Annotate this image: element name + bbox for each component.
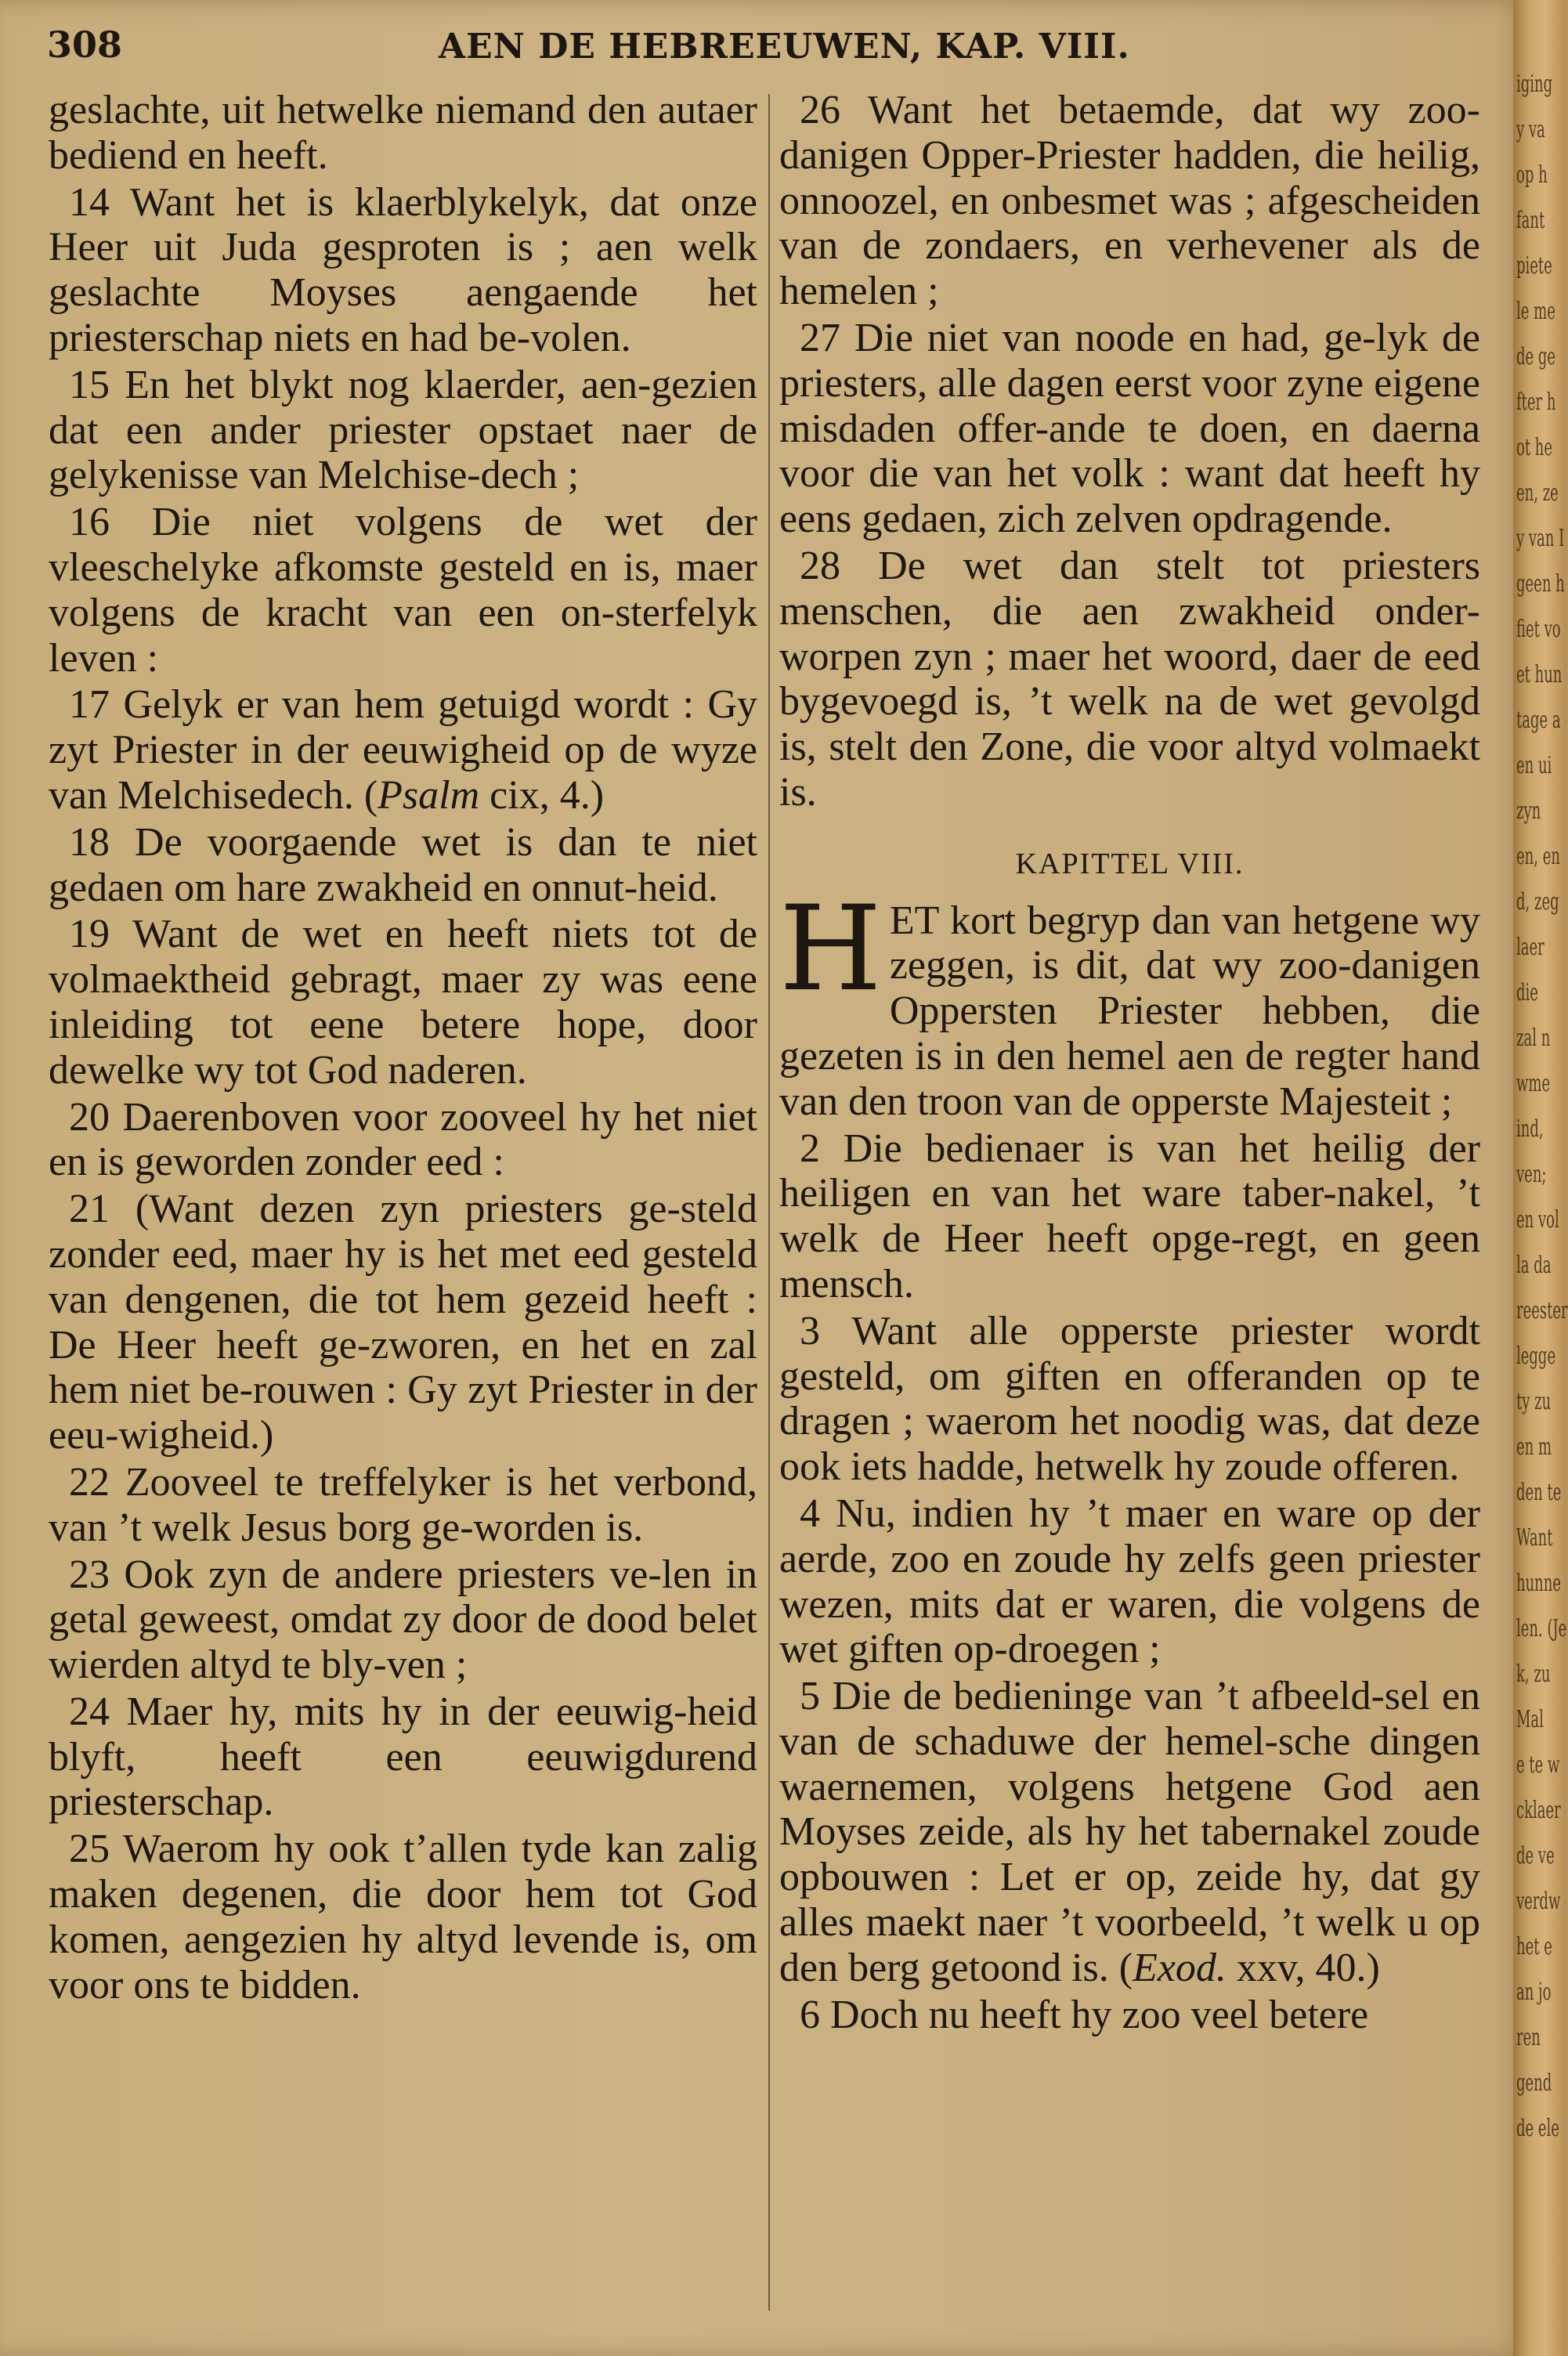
next-page-fragment: e te w <box>1516 1751 1560 1779</box>
verse-26: 26 Want het betaemde, dat wy zoo-danigen Opper-Priester hadden, die heilig, onnoozel, en onbesmet was ; afgescheiden van de zondaers, en verhevener als de hemelen ; <box>779 88 1480 314</box>
next-page-fragment: die <box>1516 979 1538 1006</box>
verse-13-continuation: geslachte, uit hetwelke niemand den autaer bediend en heeft. <box>49 88 757 178</box>
verse-17-text: 17 Gelyk er van hem getuigd wordt : Gy zyt Priester in der eeuwigheid op de wyze van Melchisedech. ( <box>49 682 757 818</box>
next-page-fragment: k, zu <box>1516 1660 1551 1688</box>
verse-18: 18 De voorgaende wet is dan te niet gedaen om hare zwakheid en onnut-heid. <box>49 819 757 910</box>
verse-14: 14 Want het is klaerblykelyk, dat onze Heer uit Juda gesproten is ; aen welk geslachte Moyses aengaende het priesterschap niets en had be-volen. <box>49 179 757 360</box>
next-page-fragment: y van I <box>1516 525 1565 552</box>
next-page-fragment: legge <box>1516 1342 1556 1370</box>
next-page-fragment: zal n <box>1516 1024 1551 1052</box>
next-page-fragment: wme <box>1516 1070 1551 1097</box>
next-page-fragment: d, zeg <box>1516 888 1559 916</box>
next-page-fragment: en, en <box>1516 843 1560 870</box>
verse-15: 15 En het blykt nog klaerder, aen-gezien dat een ander priester opstaet naer de gelykenisse van Melchise-dech ; <box>49 362 757 498</box>
next-page-fragment: fiet vo <box>1516 616 1561 643</box>
next-page-fragment: ren <box>1516 2024 1541 2051</box>
next-page-fragment: hunne <box>1516 1570 1562 1597</box>
next-page-edge <box>1513 0 1566 2356</box>
verse-16: 16 Die niet volgens de wet der vleeschelyke afkomste gesteld en is, maer volgens de kracht van een on-sterfelyk leven : <box>49 500 757 681</box>
next-page-fragment: en m <box>1516 1433 1552 1461</box>
next-page-fragment: et hun <box>1516 661 1563 688</box>
next-page-fragment: den te <box>1516 1479 1562 1506</box>
verse-17-reference-rest: cix, 4.) <box>479 772 605 818</box>
page-header <box>47 17 1519 72</box>
next-page-fragment: piete <box>1516 252 1552 280</box>
chapter-8-verse-1-text: ET kort begryp dan van hetgene wy zeggen, is dit, dat wy zoo-danigen Oppersten Priester hebben, die gezeten is in den hemel aen de regter hand van den troon van de opperste Majesteit ; <box>779 898 1480 1124</box>
next-page-fragment: la da <box>1516 1252 1552 1279</box>
verse-20: 20 Daerenboven voor zooveel hy het niet en is geworden zonder eed : <box>49 1094 757 1185</box>
next-page-fragment: cklaer <box>1516 1797 1561 1824</box>
verse-24: 24 Maer hy, mits hy in der eeuwig-heid blyft, heeft een eeuwigdurend priesterschap. <box>49 1689 757 1825</box>
chapter-title: KAPITTEL VIII. <box>1015 847 1245 880</box>
verse-28: 28 De wet dan stelt tot priesters menschen, die aen zwakheid onder-worpen zyn ; maer het woord, daer de eed bygevoegd is, ’t welk na de wet gevolgd is, stelt den Zone, die voor altyd volmaekt is. <box>779 543 1480 815</box>
chapter-8-verse-5-text: 5 Die de bedieninge van ’t afbeeld-sel en van de schaduwe der hemel-sche dingen waernemen, volgens hetgene God aen Moyses zeide, als hy het tabernakel zoude opbouwen : Let er op, zeide hy, dat gy alles maekt naer ’t voorbeeld, ’t welk u op den berg getoond is. ( <box>779 1674 1480 1990</box>
next-page-fragment: tage a <box>1516 706 1561 734</box>
page-number: 308 <box>47 23 123 66</box>
chapter-8-verse-5 <box>779 1674 1480 1991</box>
running-head: AEN DE HEBREEUWEN, KAP. VIII. <box>439 27 1130 67</box>
next-page-fragment: iging <box>1516 70 1553 98</box>
next-page-fragment: ven; <box>1516 1161 1547 1188</box>
left-column <box>49 88 757 2009</box>
next-page-fragment: de ele <box>1516 2115 1559 2142</box>
verse-23: 23 Ook zyn de andere priesters ve-len in getal geweest, omdat zy door de dood belet wierden altyd te bly-ven ; <box>49 1552 757 1688</box>
next-page-fragment: gend <box>1516 2069 1552 2097</box>
next-page-fragment: zyn <box>1516 797 1541 825</box>
next-page-fragment: geen h <box>1516 570 1565 598</box>
next-page-fragment: en ui <box>1516 752 1552 779</box>
verse-21: 21 (Want dezen zyn priesters ge-steld zonder eed, maer hy is het met eed gesteld van dengenen, die tot hem gezeid heeft : De Heer heeft ge-zworen, en het en zal hem niet be-rouwen : Gy zyt Priester in der eeu-wigheid.) <box>49 1187 757 1458</box>
next-page-fragment: ind, <box>1516 1115 1544 1143</box>
chapter-8-verse-5-reference-book: Exod. <box>1133 1945 1227 1990</box>
next-page-fragment: de ge <box>1516 343 1556 370</box>
chapter-8-verse-1 <box>779 880 1480 1125</box>
verse-19: 19 Want de wet en heeft niets tot de volmaektheid gebragt, maer zy was eene inleiding tot eene betere hope, door dewelke wy tot God naderen. <box>49 912 757 1093</box>
next-page-fragment: Want <box>1516 1524 1553 1552</box>
verse-22: 22 Zooveel te treffelyker is het verbond, van ’t welk Jesus borg ge-worden is. <box>49 1459 757 1550</box>
right-column <box>779 88 1480 2039</box>
verse-17 <box>49 682 757 818</box>
next-page-fragment: laer <box>1516 934 1545 961</box>
column-divider <box>768 94 770 2311</box>
chapter-8-verse-3: 3 Want alle opperste priester wordt gesteld, om giften en offeranden op te dragen ; waerom het noodig was, dat deze ook iets hadde, hetwelk hy zoude offeren. <box>779 1308 1480 1490</box>
next-page-fragment: le me <box>1516 298 1555 325</box>
drop-cap: H <box>779 880 882 1017</box>
next-page-fragment: en, ze <box>1516 479 1559 507</box>
next-page-fragment: op h <box>1516 161 1548 189</box>
next-page-fragment: an jo <box>1516 1978 1552 2006</box>
next-page-fragment: en vol <box>1516 1206 1559 1234</box>
next-page-fragment: Mal <box>1516 1706 1544 1733</box>
chapter-8-verse-6: 6 Doch nu heeft hy zoo veel betere <box>800 1992 1369 2037</box>
chapter-8-verse-2: 2 Die bedienaer is van het heilig der heiligen en van het ware taber-nakel, ’t welk de Heer heeft opge-regt, en geen mensch. <box>779 1126 1480 1306</box>
verse-25: 25 Waerom hy ook t’allen tyde kan zalig maken degenen, die door hem tot God komen, aengezien hy altyd levende is, om voor ons te bidden. <box>49 1827 757 2007</box>
next-page-fragment: y va <box>1516 116 1545 143</box>
next-page-fragment: len. (Je <box>1516 1615 1567 1642</box>
next-page-fragment: de ve <box>1516 1842 1555 1870</box>
next-page-fragment: het e <box>1516 1933 1552 1960</box>
next-page-fragment: fter h <box>1516 388 1556 416</box>
next-page-fragment: verdw <box>1516 1888 1561 1915</box>
chapter-8-verse-4: 4 Nu, indien hy ’t maer en ware op der aerde, zoo en zoude hy zelfs geen priester wezen, mits dat er waren, die volgens de wet giften op-droegen ; <box>779 1491 1480 1672</box>
verse-27: 27 Die niet van noode en had, ge-lyk de priesters, alle dagen eerst voor zyne eigene misdaden offer-ande te doen, en daerna voor die van het volk : want dat heeft hy eens gedaen, zich zelven opdragende. <box>779 315 1480 542</box>
verse-17-reference-book: Psalm <box>378 772 480 818</box>
next-page-fragment: ot he <box>1516 434 1553 461</box>
next-page-fragment: fant <box>1516 207 1545 234</box>
chapter-8-verse-5-reference-rest: xxv, 40.) <box>1226 1945 1380 1990</box>
next-page-fragment: reester <box>1516 1297 1568 1324</box>
next-page-fragment: ty zu <box>1516 1388 1552 1415</box>
